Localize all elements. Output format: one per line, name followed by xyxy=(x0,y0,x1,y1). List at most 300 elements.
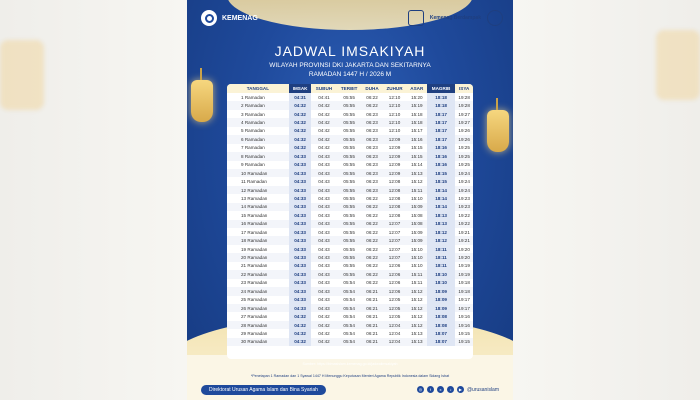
cell-zuhur: 12:07 xyxy=(382,220,407,228)
cell-duha: 06:23 xyxy=(362,186,382,194)
cell-terbit: 05:55 xyxy=(336,118,361,126)
cell-label: 21 Ramadan xyxy=(241,263,268,269)
cell-zuhur: 12:09 xyxy=(382,169,407,177)
table-row xyxy=(227,321,473,329)
cell-isya: 19:22 xyxy=(458,212,470,218)
cell-isya: 19:17 xyxy=(455,304,473,312)
cell-label: 27 Ramadan xyxy=(241,314,268,320)
cell-asar: 15:10 xyxy=(411,195,423,201)
cell-isya: 19:26 xyxy=(458,128,470,134)
column-header-zuhur: ZUHUR xyxy=(382,84,407,93)
cell-imsak: 04:33 xyxy=(289,228,312,236)
cell-isya: 19:16 xyxy=(458,314,470,320)
cell-label: 30 Ramadan xyxy=(227,338,289,346)
table-row xyxy=(227,287,473,295)
cell-subuh: 04:43 xyxy=(318,195,330,201)
table-row xyxy=(227,186,473,194)
schedule-table xyxy=(227,84,473,346)
cell-isya: 19:21 xyxy=(455,236,473,244)
cell-subuh: 04:42 xyxy=(311,118,336,126)
cell-asar: 15:19 xyxy=(407,101,427,109)
cell-asar: 15:14 xyxy=(411,162,423,168)
table-row xyxy=(227,152,473,160)
cell-terbit: 05:55 xyxy=(343,212,355,218)
cell-imsak: 04:33 xyxy=(289,296,312,304)
cell-isya: 19:17 xyxy=(458,297,470,303)
cell-maghrib: 18:11 xyxy=(427,262,456,270)
cell-label: 23 Ramadan xyxy=(241,280,268,286)
column-header-subuh: SUBUH xyxy=(311,84,336,93)
cell-imsak: 04:33 xyxy=(289,211,312,219)
table-row xyxy=(227,161,473,169)
cell-asar: 15:08 xyxy=(407,220,427,228)
imsakiyah-poster xyxy=(187,0,513,400)
cell-isya: 19:21 xyxy=(458,229,470,235)
column-header-maghrib: MAGRIB xyxy=(427,84,456,93)
cell-terbit: 05:55 xyxy=(343,179,355,185)
social-handle: @urusanislam xyxy=(466,386,499,393)
cell-terbit: 05:54 xyxy=(343,280,355,286)
cell-duha: 06:22 xyxy=(362,101,382,109)
cell-terbit: 05:55 xyxy=(343,145,355,151)
cell-duha: 06:22 xyxy=(366,263,378,269)
cell-subuh: 04:42 xyxy=(318,111,330,117)
cell-zuhur: 12:09 xyxy=(382,152,407,160)
cell-label: 28 Ramadan xyxy=(227,321,289,329)
cell-isya: 19:22 xyxy=(455,220,473,228)
cell-label: 4 Ramadan xyxy=(227,118,289,126)
cell-zuhur: 12:05 xyxy=(388,297,401,303)
cell-terbit: 05:55 xyxy=(336,186,361,194)
cell-subuh: 04:42 xyxy=(318,128,330,134)
cell-asar: 15:09 xyxy=(407,236,427,244)
cell-duha: 06:21 xyxy=(362,321,382,329)
cell-zuhur: 12:05 xyxy=(388,314,401,320)
lantern-right-icon xyxy=(487,110,509,152)
cell-asar: 15:10 xyxy=(407,253,427,261)
cell-asar: 15:18 xyxy=(411,111,423,117)
source-text: Sumber: https://bimasislam.kemenag.go.id/jadwalimsakiyah xyxy=(302,362,398,366)
cell-maghrib: 18:12 xyxy=(427,236,456,244)
cell-maghrib: 18:18 xyxy=(427,93,456,101)
column-header-imsak: IMSAK xyxy=(289,84,312,93)
cell-label: 24 Ramadan xyxy=(227,287,289,295)
cell-label: 2 Ramadan xyxy=(227,101,289,109)
cell-duha: 06:23 xyxy=(366,162,378,168)
cell-imsak: 04:32 xyxy=(289,338,312,346)
cell-duha: 06:22 xyxy=(362,270,382,278)
cell-subuh: 04:43 xyxy=(311,220,336,228)
cell-isya: 19:26 xyxy=(455,135,473,143)
cell-label: 22 Ramadan xyxy=(227,270,289,278)
cell-asar: 15:12 xyxy=(411,314,423,320)
cell-label: 16 Ramadan xyxy=(227,220,289,228)
cell-maghrib: 18:10 xyxy=(427,270,456,278)
table-row xyxy=(227,203,473,211)
background-left xyxy=(0,0,187,400)
table-row xyxy=(227,169,473,177)
youtube-icon: ▶ xyxy=(458,387,462,392)
cell-maghrib: 18:16 xyxy=(427,161,456,169)
cell-maghrib: 18:18 xyxy=(427,101,456,109)
cell-maghrib: 18:10 xyxy=(427,279,456,287)
cell-maghrib: 18:16 xyxy=(427,144,456,152)
cell-zuhur: 12:07 xyxy=(388,229,401,235)
cell-maghrib: 18:17 xyxy=(427,110,456,118)
cell-maghrib: 18:09 xyxy=(427,304,456,312)
cell-zuhur: 12:06 xyxy=(382,270,407,278)
background-right xyxy=(513,0,700,400)
cell-terbit: 05:55 xyxy=(343,94,355,100)
cell-maghrib: 18:16 xyxy=(427,152,456,160)
cell-subuh: 04:43 xyxy=(318,280,330,286)
cell-duha: 06:23 xyxy=(366,145,378,151)
cell-terbit: 05:54 xyxy=(343,314,355,320)
cell-asar: 15:16 xyxy=(407,135,427,143)
cell-imsak: 04:33 xyxy=(289,152,312,160)
cell-asar: 15:15 xyxy=(411,145,423,151)
cell-zuhur: 12:09 xyxy=(382,135,407,143)
brand-name: KEMENAG xyxy=(222,14,258,22)
cell-subuh: 04:43 xyxy=(311,169,336,177)
cell-maghrib: 18:09 xyxy=(427,296,456,304)
cell-subuh: 04:43 xyxy=(318,297,330,303)
cell-terbit: 05:55 xyxy=(336,101,361,109)
cell-label: 26 Ramadan xyxy=(227,304,289,312)
cell-label: 29 Ramadan xyxy=(241,330,268,336)
cell-subuh: 04:43 xyxy=(318,179,330,185)
cell-imsak: 04:33 xyxy=(289,253,312,261)
cell-terbit: 05:55 xyxy=(336,169,361,177)
table-row xyxy=(227,135,473,143)
cell-isya: 19:27 xyxy=(458,111,470,117)
table-row xyxy=(227,110,473,118)
cell-zuhur: 12:10 xyxy=(388,94,401,100)
cell-asar: 15:20 xyxy=(411,94,423,100)
cell-isya: 19:25 xyxy=(455,152,473,160)
cell-label: 15 Ramadan xyxy=(241,212,268,218)
cell-zuhur: 12:05 xyxy=(382,304,407,312)
cell-imsak: 04:32 xyxy=(289,135,312,143)
cell-terbit: 05:55 xyxy=(336,203,361,211)
table-row xyxy=(227,211,473,219)
table-row xyxy=(227,228,473,236)
cell-label: 25 Ramadan xyxy=(241,297,268,303)
cell-asar: 15:09 xyxy=(411,229,423,235)
cell-isya: 19:15 xyxy=(458,330,470,336)
cell-asar: 15:10 xyxy=(411,246,423,252)
cell-zuhur: 12:10 xyxy=(382,101,407,109)
cell-label: 11 Ramadan xyxy=(241,179,267,185)
cell-zuhur: 12:08 xyxy=(388,179,401,185)
cell-duha: 06:23 xyxy=(366,179,378,185)
cell-subuh: 04:43 xyxy=(311,203,336,211)
cell-isya: 19:24 xyxy=(455,169,473,177)
cell-subuh: 04:42 xyxy=(311,338,336,346)
cell-duha: 06:23 xyxy=(362,152,382,160)
cell-subuh: 04:42 xyxy=(311,101,336,109)
cell-maghrib: 18:08 xyxy=(427,312,456,320)
cell-duha: 06:22 xyxy=(362,236,382,244)
cell-label: 18 Ramadan xyxy=(227,236,289,244)
table-row xyxy=(227,220,473,228)
cell-maghrib: 18:13 xyxy=(427,211,456,219)
cell-label: 9 Ramadan xyxy=(241,162,265,168)
cell-duha: 06:21 xyxy=(366,297,378,303)
cell-terbit: 05:54 xyxy=(336,304,361,312)
cell-terbit: 05:55 xyxy=(343,246,355,252)
cell-maghrib: 18:07 xyxy=(427,329,456,337)
cell-terbit: 05:54 xyxy=(343,297,355,303)
cell-zuhur: 12:08 xyxy=(382,186,407,194)
table-row xyxy=(227,270,473,278)
cell-subuh: 04:43 xyxy=(311,253,336,261)
cell-subuh: 04:42 xyxy=(311,321,336,329)
social-group xyxy=(417,386,499,393)
cell-isya: 19:18 xyxy=(458,280,470,286)
directorate-label: Direktorat Urusan Agama Islam dan Bina Syariah xyxy=(201,385,326,395)
cell-asar: 15:08 xyxy=(411,212,423,218)
table-row xyxy=(227,338,473,346)
cell-asar: 15:12 xyxy=(407,287,427,295)
cell-isya: 19:24 xyxy=(458,179,470,185)
cell-subuh: 04:42 xyxy=(318,330,330,336)
cell-subuh: 04:43 xyxy=(311,287,336,295)
cell-isya: 19:24 xyxy=(455,186,473,194)
cell-duha: 06:22 xyxy=(362,220,382,228)
cell-terbit: 05:55 xyxy=(343,111,355,117)
cell-maghrib: 18:12 xyxy=(427,228,456,236)
cell-isya: 19:15 xyxy=(455,338,473,346)
cell-terbit: 05:54 xyxy=(336,321,361,329)
cell-asar: 15:18 xyxy=(407,118,427,126)
cell-zuhur: 12:09 xyxy=(388,162,401,168)
cell-subuh: 04:43 xyxy=(311,304,336,312)
cell-terbit: 05:54 xyxy=(343,330,355,336)
partner-text: Kemenag Berdampak xyxy=(429,15,481,21)
table-row xyxy=(227,253,473,261)
x-icon: x xyxy=(437,386,444,393)
tiktok-icon: ♪ xyxy=(447,386,454,393)
cell-isya: 19:28 xyxy=(458,94,470,100)
cell-asar: 15:11 xyxy=(407,270,427,278)
cell-asar: 15:11 xyxy=(411,280,423,286)
cell-imsak: 04:33 xyxy=(289,220,312,228)
cell-asar: 15:17 xyxy=(411,128,423,134)
cell-asar: 15:09 xyxy=(407,203,427,211)
cell-duha: 06:22 xyxy=(362,253,382,261)
cell-duha: 06:21 xyxy=(362,338,382,346)
region-subtitle: WILAYAH PROVINSI DKI JAKARTA DAN SEKITARNYA xyxy=(269,62,431,69)
cell-terbit: 05:55 xyxy=(343,128,355,134)
cell-terbit: 05:54 xyxy=(336,338,361,346)
cell-label: 10 Ramadan xyxy=(227,169,289,177)
cell-asar: 15:12 xyxy=(411,179,423,185)
cell-isya: 19:18 xyxy=(455,287,473,295)
cell-label: 8 Ramadan xyxy=(227,152,289,160)
cell-imsak: 04:32 xyxy=(289,321,312,329)
cell-terbit: 05:55 xyxy=(336,152,361,160)
cell-duha: 06:23 xyxy=(362,135,382,143)
cell-duha: 06:21 xyxy=(362,287,382,295)
kemenag-brand xyxy=(201,10,258,26)
cell-maghrib: 18:14 xyxy=(427,194,456,202)
table-row xyxy=(227,304,473,312)
cell-imsak: 04:32 xyxy=(289,329,312,337)
instagram-icon: ◎ xyxy=(418,387,423,392)
cell-imsak: 04:32 xyxy=(289,118,312,126)
cell-subuh: 04:43 xyxy=(311,152,336,160)
cell-label: 6 Ramadan xyxy=(227,135,289,143)
table-header-row xyxy=(227,84,473,93)
cell-isya: 19:19 xyxy=(458,263,470,269)
cell-asar: 15:12 xyxy=(407,304,427,312)
cell-duha: 06:22 xyxy=(366,195,378,201)
cell-imsak: 04:32 xyxy=(289,312,312,320)
cell-imsak: 04:33 xyxy=(289,161,312,169)
cell-subuh: 04:43 xyxy=(318,246,330,252)
cell-terbit: 05:55 xyxy=(336,270,361,278)
lantern-blur-right xyxy=(656,30,700,100)
cell-label: 3 Ramadan xyxy=(241,111,265,117)
cell-imsak: 04:33 xyxy=(289,236,312,244)
cell-duha: 06:22 xyxy=(362,203,382,211)
cell-subuh: 04:42 xyxy=(318,145,330,151)
column-header-asar: ASAR xyxy=(407,84,427,93)
footer-bar xyxy=(201,384,499,395)
cell-terbit: 05:55 xyxy=(336,236,361,244)
cell-maghrib: 18:15 xyxy=(427,177,456,185)
cell-maghrib: 18:14 xyxy=(427,203,456,211)
cell-subuh: 04:42 xyxy=(318,314,330,320)
cell-duha: 06:23 xyxy=(366,111,378,117)
cell-imsak: 04:33 xyxy=(289,203,312,211)
cell-maghrib: 18:13 xyxy=(427,220,456,228)
cell-label: 7 Ramadan xyxy=(241,145,265,151)
cell-subuh: 04:42 xyxy=(311,135,336,143)
cell-imsak: 04:33 xyxy=(289,279,312,287)
cell-subuh: 04:43 xyxy=(311,236,336,244)
table-row xyxy=(227,177,473,185)
cell-label: 12 Ramadan xyxy=(227,186,289,194)
cell-terbit: 05:54 xyxy=(336,287,361,295)
cell-terbit: 05:55 xyxy=(343,162,355,168)
cell-imsak: 04:32 xyxy=(289,101,312,109)
table-row xyxy=(227,236,473,244)
column-header-isya: ISYA xyxy=(455,84,473,93)
cell-isya: 19:28 xyxy=(455,101,473,109)
cell-duha: 06:23 xyxy=(362,118,382,126)
cell-zuhur: 12:04 xyxy=(382,338,407,346)
column-header-terbit: TERBIT xyxy=(336,84,361,93)
cell-subuh: 04:43 xyxy=(318,212,330,218)
cell-zuhur: 12:06 xyxy=(388,263,401,269)
cell-asar: 15:15 xyxy=(407,152,427,160)
cell-maghrib: 18:17 xyxy=(427,127,456,135)
partner-logos xyxy=(408,10,503,26)
cell-label: 13 Ramadan xyxy=(241,195,268,201)
cell-imsak: 04:33 xyxy=(289,270,312,278)
cell-duha: 06:22 xyxy=(366,94,378,100)
cell-imsak: 04:32 xyxy=(289,127,312,135)
cell-zuhur: 12:07 xyxy=(382,253,407,261)
cell-subuh: 04:43 xyxy=(311,270,336,278)
kemenag-logo-icon xyxy=(201,10,217,26)
footnote-text: *Penetapan 1 Ramadan dan 1 Syawal 1447 H Menunggu Keputusan Menteri Agama Republik Indonesia dalam Sidang Isbat xyxy=(250,374,450,378)
cell-duha: 06:21 xyxy=(366,314,378,320)
cell-terbit: 05:55 xyxy=(343,263,355,269)
cell-imsak: 04:31 xyxy=(289,93,312,101)
cell-maghrib: 18:08 xyxy=(427,321,456,329)
cell-maghrib: 18:11 xyxy=(427,245,456,253)
cell-terbit: 05:55 xyxy=(343,229,355,235)
cell-zuhur: 12:08 xyxy=(388,195,401,201)
cell-zuhur: 12:06 xyxy=(382,287,407,295)
table-body xyxy=(227,93,473,346)
cell-zuhur: 12:10 xyxy=(388,128,401,134)
cell-imsak: 04:33 xyxy=(289,186,312,194)
table-row xyxy=(227,127,473,135)
page-title: JADWAL IMSAKIYAH xyxy=(274,43,426,59)
cell-zuhur: 12:10 xyxy=(388,111,401,117)
cell-label: 17 Ramadan xyxy=(241,229,268,235)
cell-zuhur: 12:06 xyxy=(388,280,401,286)
column-header-duha: DUHA xyxy=(362,84,382,93)
cell-imsak: 04:32 xyxy=(289,110,312,118)
cell-zuhur: 12:04 xyxy=(382,321,407,329)
schedule-table-container xyxy=(227,84,473,359)
table-row xyxy=(227,118,473,126)
cell-subuh: 04:43 xyxy=(318,162,330,168)
lantern-left-icon xyxy=(191,80,213,122)
cell-maghrib: 18:07 xyxy=(427,338,456,346)
cell-duha: 06:21 xyxy=(366,330,378,336)
cell-isya: 19:23 xyxy=(455,203,473,211)
column-header-label: TANGGAL xyxy=(227,84,289,93)
table-row xyxy=(227,312,473,320)
cell-asar: 15:11 xyxy=(407,186,427,194)
cell-subuh: 04:43 xyxy=(311,186,336,194)
cell-maghrib: 18:11 xyxy=(427,253,456,261)
cell-isya: 19:19 xyxy=(455,270,473,278)
cell-duha: 06:23 xyxy=(366,128,378,134)
cell-imsak: 04:33 xyxy=(289,169,312,177)
cell-label: 19 Ramadan xyxy=(241,246,268,252)
period-subtitle: RAMADAN 1447 H / 2026 M xyxy=(308,71,392,78)
cell-imsak: 04:32 xyxy=(289,144,312,152)
cell-subuh: 04:41 xyxy=(318,94,330,100)
cell-imsak: 04:33 xyxy=(289,194,312,202)
table-row xyxy=(227,194,473,202)
cell-asar: 15:13 xyxy=(407,169,427,177)
cell-terbit: 05:55 xyxy=(343,195,355,201)
cell-maghrib: 18:14 xyxy=(427,186,456,194)
cell-asar: 15:10 xyxy=(411,263,423,269)
table-row xyxy=(227,329,473,337)
cell-zuhur: 12:08 xyxy=(382,203,407,211)
cell-isya: 19:16 xyxy=(455,321,473,329)
cell-asar: 15:12 xyxy=(411,297,423,303)
table-row xyxy=(227,144,473,152)
cell-isya: 19:23 xyxy=(458,195,470,201)
table-row xyxy=(227,262,473,270)
cell-asar: 15:13 xyxy=(407,338,427,346)
cell-maghrib: 18:17 xyxy=(427,118,456,126)
cell-zuhur: 12:10 xyxy=(382,118,407,126)
facebook-icon: f xyxy=(427,386,434,393)
cell-maghrib: 18:15 xyxy=(427,169,456,177)
calligraphy-logo-icon xyxy=(408,10,424,26)
